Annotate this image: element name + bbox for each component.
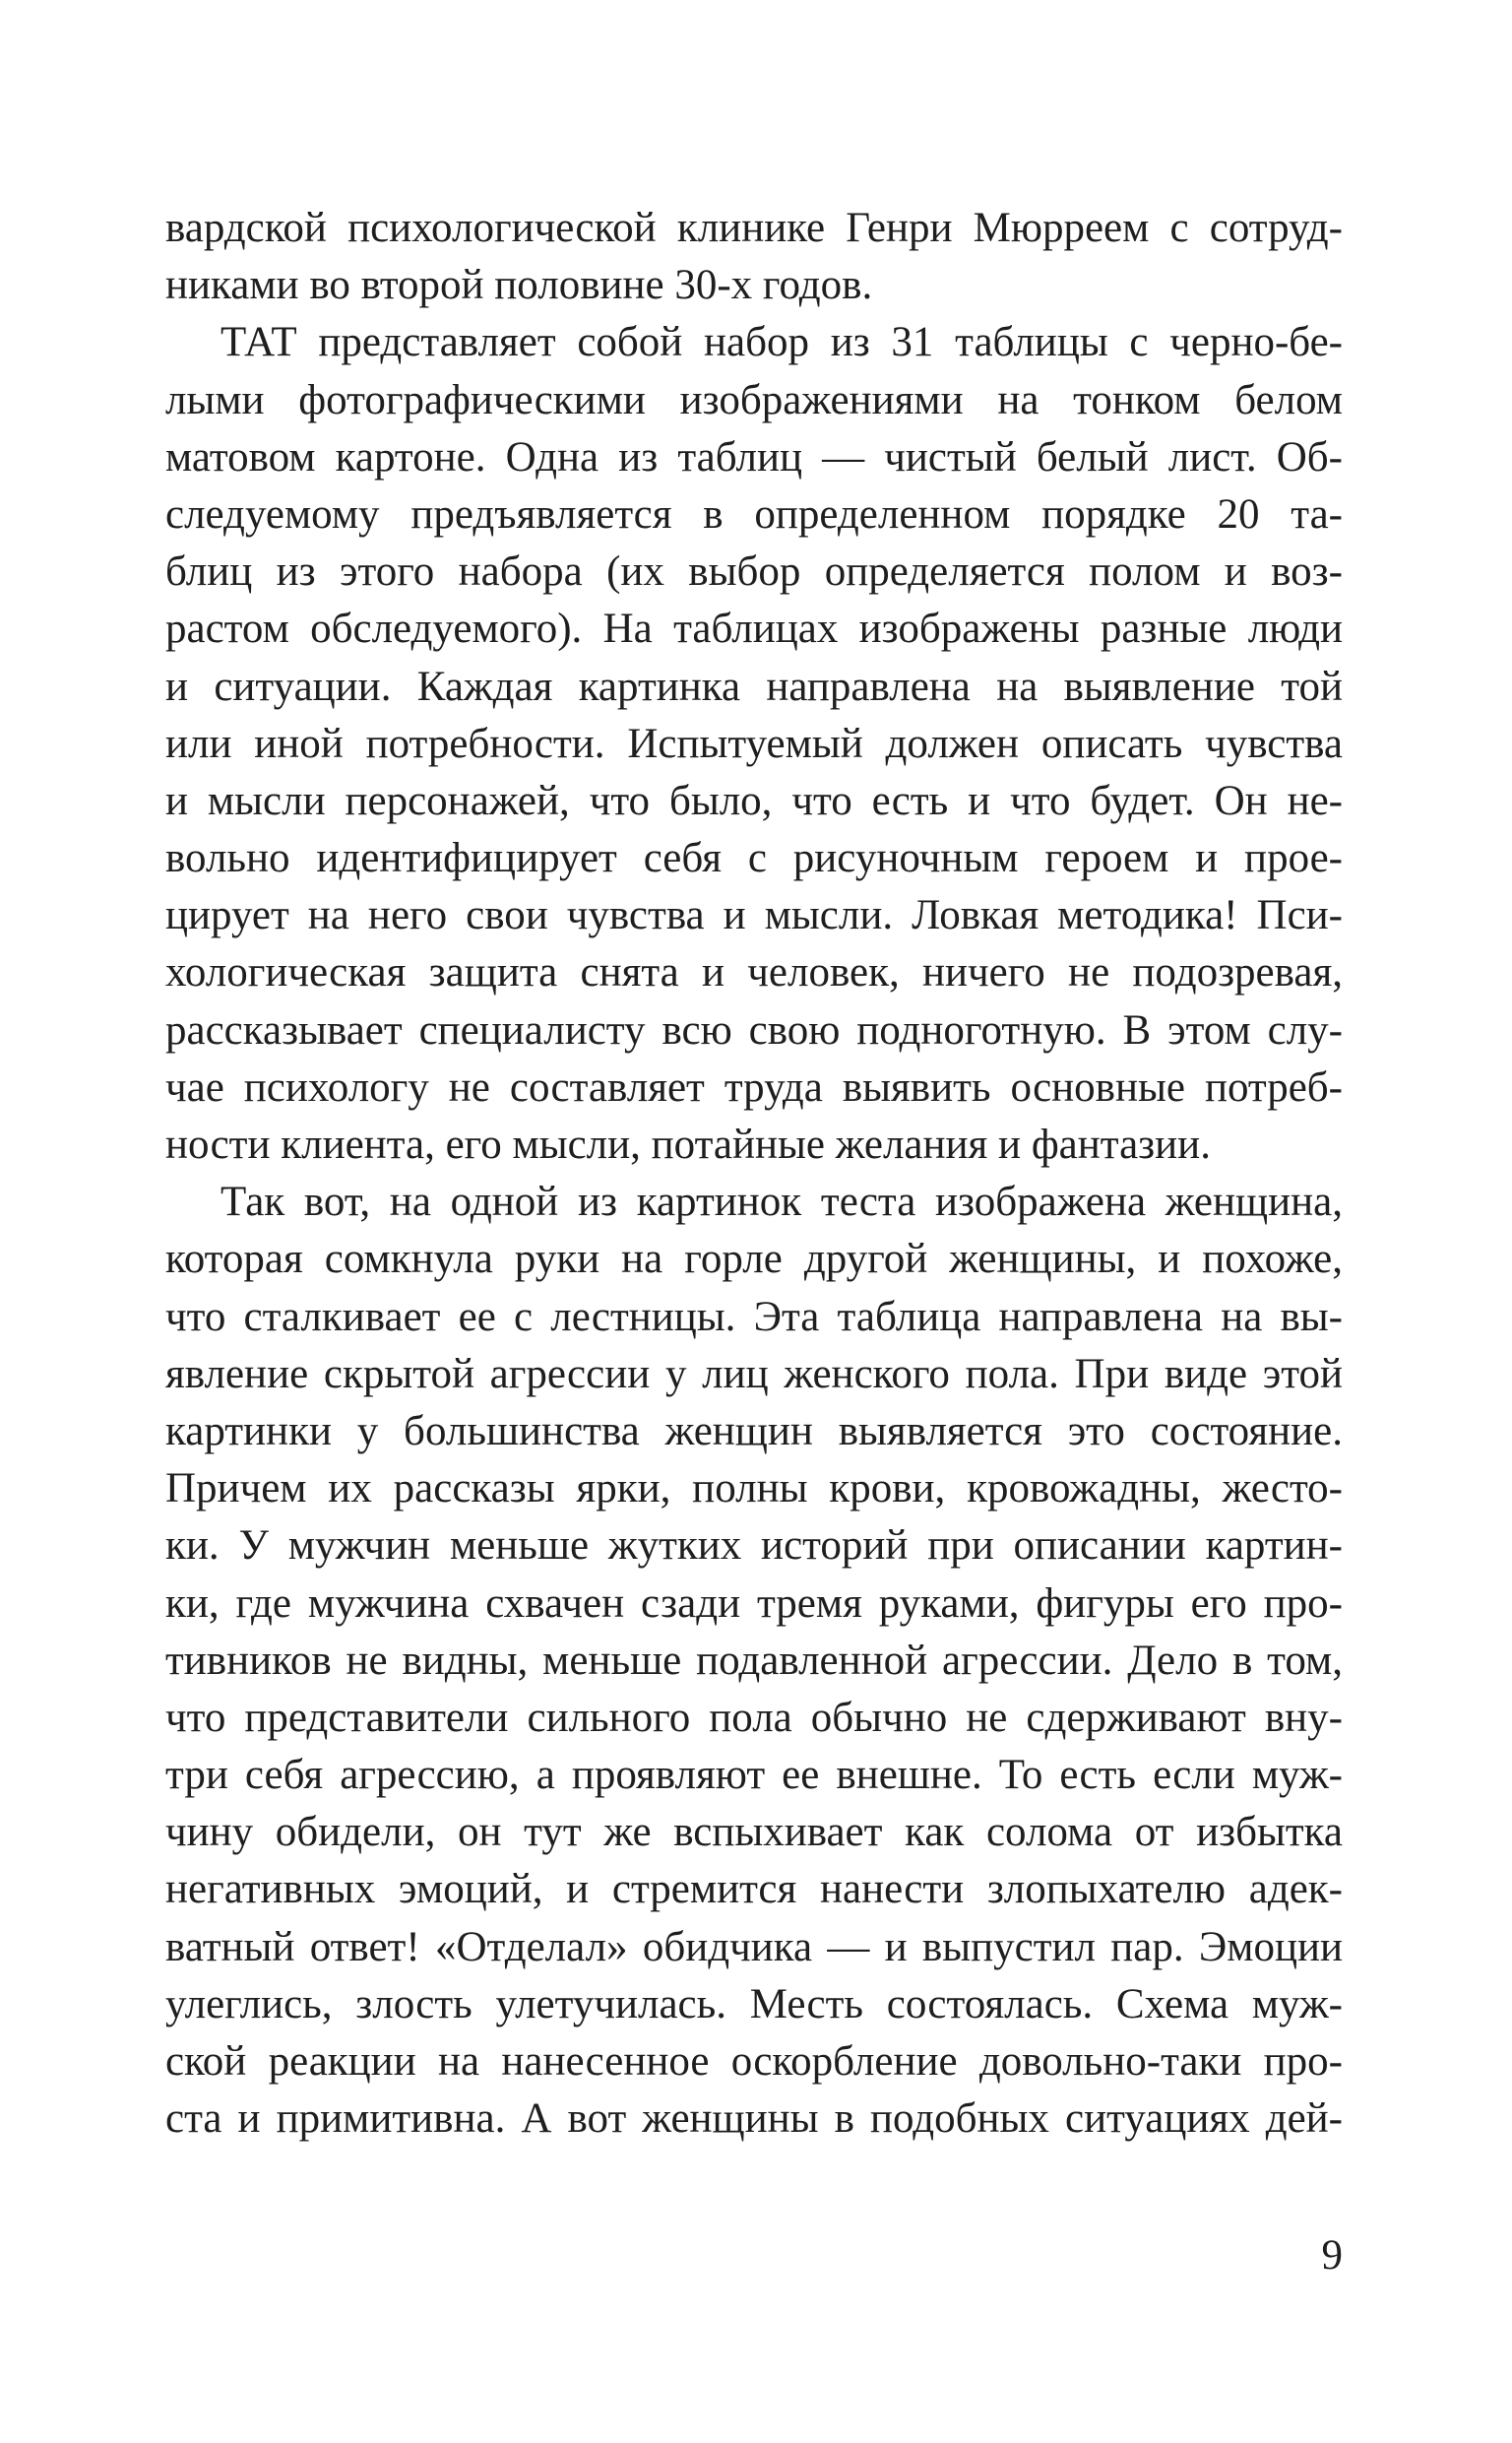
text-line: следуемому предъявляется в определенном порядке 20 та- — [165, 490, 1343, 538]
paragraph-start-line: ТАТ представляет собой набор из 31 таблицы с черно-бе- — [220, 319, 1343, 366]
text-line: или иной потребности. Испытуемый должен описать чувства — [165, 720, 1343, 767]
text-line: явление скрытой агрессии у лиц женского пола. При виде этой — [165, 1350, 1343, 1397]
page-number: 9 — [1321, 2232, 1343, 2279]
text-line: которая сомкнула руки на горле другой женщины, и похоже, — [165, 1236, 1343, 1283]
text-line: три себя агрессию, а проявляют ее внешне. То есть если муж- — [165, 1752, 1343, 1799]
text-line: и ситуации. Каждая картинка направлена на выявление той — [165, 663, 1343, 710]
text-line: вольно идентифицирует себя с рисуночным героем и прое- — [165, 835, 1343, 882]
text-line: блиц из этого набора (их выбор определяется полом и воз- — [165, 548, 1343, 596]
text-line: ватный ответ! «Отделал» обидчика — и выпустил пар. Эмоции — [165, 1923, 1343, 1970]
text-line: матовом картоне. Одна из таблиц — чистый белый лист. Об- — [165, 433, 1343, 481]
text-line: цирует на него свои чувства и мысли. Ловкая методика! Пси- — [165, 892, 1343, 939]
text-line: Причем их рассказы ярки, полны крови, кровожадны, жесто- — [165, 1465, 1343, 1512]
text-line: хологическая защита снята и человек, ничего не подозревая, — [165, 949, 1343, 996]
text-line: ки, где мужчина схвачен сзади тремя руками, фигуры его про- — [165, 1579, 1343, 1627]
text-line: картинки у большинства женщин выявляется это состояние. — [165, 1407, 1343, 1454]
text-line: рассказывает специалисту всю свою подноготную. В этом слу- — [165, 1006, 1343, 1054]
text-line: что сталкивает ее с лестницы. Эта таблица направлена на вы- — [165, 1293, 1343, 1340]
text-line: лыми фотографическими изображениями на тонком белом — [165, 376, 1343, 423]
body-text — [165, 200, 1343, 2148]
text-line: ки. У мужчин меньше жутких историй при описании картин- — [165, 1522, 1343, 1570]
text-line: что представители сильного пола обычно не сдерживают вну- — [165, 1694, 1343, 1741]
text-line: улеглись, злость улетучилась. Месть состоялась. Схема муж- — [165, 1980, 1343, 2027]
text-line: никами во второй половине 30-х годов. — [165, 262, 873, 309]
text-line: чае психологу не составляет труда выявить основные потреб- — [165, 1063, 1343, 1111]
text-line: негативных эмоций, и стремится нанести злопыхателю адек- — [165, 1866, 1343, 1913]
paragraph-start-line: Так вот, на одной из картинок теста изображена женщина, — [220, 1179, 1343, 1226]
text-line: растом обследуемого). На таблицах изображены разные люди — [165, 606, 1343, 653]
text-line: тивников не видны, меньше подавленной агрессии. Дело в том, — [165, 1637, 1343, 1684]
text-line: чину обидели, он тут же вспыхивает как солома от избытка — [165, 1809, 1343, 1856]
text-line: ста и примитивна. А вот женщины в подобных ситуациях дей- — [165, 2095, 1343, 2143]
text-line: ности клиента, его мысли, потайные желания и фантазии. — [165, 1122, 1211, 1168]
text-line: вардской психологической клинике Генри Мюрреем с сотруд- — [165, 205, 1343, 251]
text-line: ской реакции на нанесенное оскорбление довольно-таки про- — [165, 2038, 1343, 2085]
text-line: и мысли персонажей, что было, что есть и что будет. Он не- — [165, 777, 1343, 824]
